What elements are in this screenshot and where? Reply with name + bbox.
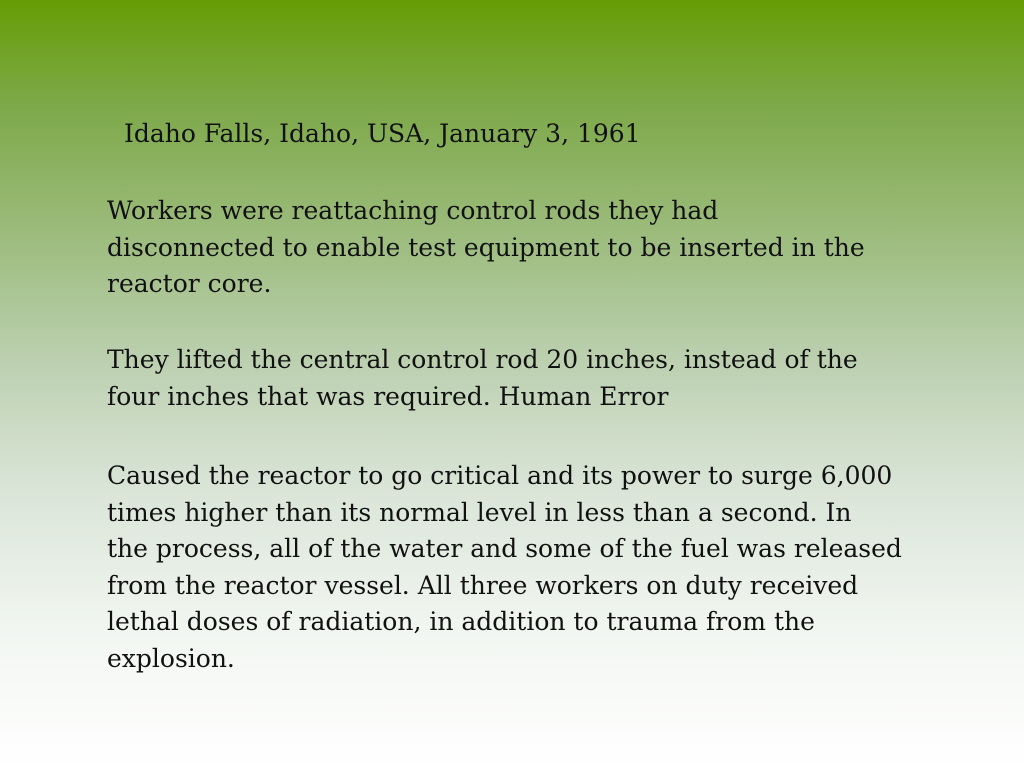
paragraph-line: They lifted the central control rod 20 inches, instead of the	[107, 345, 858, 374]
paragraph-line: from the reactor vessel. All three workers on duty received	[107, 570, 859, 600]
paragraph-human-error	[107, 342, 937, 415]
paragraph-line: the process, all of the water and some of the fuel was released	[107, 534, 902, 563]
paragraph-line: disconnected to enable test equipment to be inserted in the	[107, 232, 865, 262]
paragraph-consequences	[107, 458, 937, 677]
paragraph-line: four inches that was required. Human Error	[107, 381, 669, 411]
slide-title: Idaho Falls, Idaho, USA, January 3, 1961	[124, 119, 641, 148]
paragraph-line: reactor core.	[107, 269, 272, 298]
paragraph-line: Caused the reactor to go critical and its power to surge 6,000	[107, 461, 893, 490]
paragraph-workers	[107, 193, 937, 303]
paragraph-line: times higher than its normal level in less than a second. In	[107, 497, 852, 527]
paragraph-line: explosion.	[107, 643, 235, 673]
paragraph-line: Workers were reattaching control rods they had	[107, 196, 719, 225]
paragraph-line: lethal doses of radiation, in addition to trauma from the	[107, 607, 815, 636]
